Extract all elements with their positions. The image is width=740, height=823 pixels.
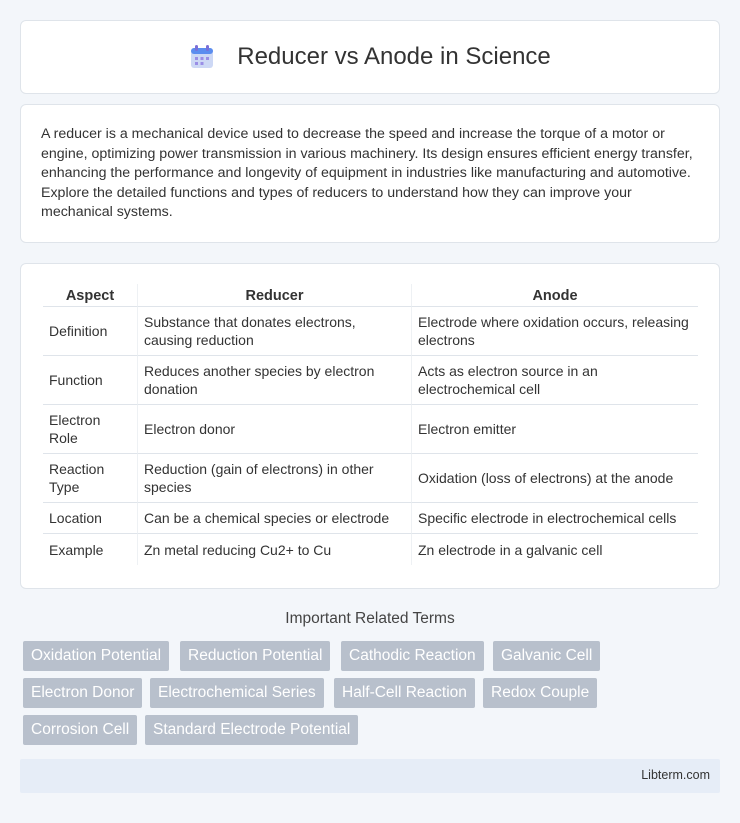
table-row	[43, 356, 698, 405]
table-row	[43, 534, 698, 565]
table-cell: Location	[43, 503, 137, 534]
footer	[20, 759, 720, 793]
tag-galvanic-cell[interactable]: Galvanic Cell	[493, 641, 600, 671]
table-row	[43, 454, 698, 503]
table-cell: Zn metal reducing Cu2+ to Cu	[137, 534, 411, 565]
table-cell: Electron donor	[137, 405, 411, 454]
table-cell: Reaction Type	[43, 454, 137, 503]
table-cell: Can be a chemical species or electrode	[137, 503, 411, 534]
tag-standard-electrode-potential[interactable]: Standard Electrode Potential	[145, 715, 358, 745]
tag-corrosion-cell[interactable]: Corrosion Cell	[23, 715, 137, 745]
table-cell: Specific electrode in electrochemical cells	[411, 503, 698, 534]
related-terms-title: Important Related Terms	[285, 610, 455, 627]
table-cell: Example	[49, 541, 104, 558]
tag-reduction-potential[interactable]: Reduction Potential	[180, 641, 330, 671]
tag-redox-couple[interactable]: Redox Couple	[483, 678, 597, 708]
intro-card	[20, 104, 720, 243]
table-cell: Reduces another species by electron donation	[137, 356, 411, 405]
table-cell: Electrode where oxidation occurs, releasing electrons	[411, 307, 698, 356]
tag-half-cell-reaction[interactable]: Half-Cell Reaction	[334, 678, 475, 708]
footer-brand[interactable]: Libterm.com	[641, 768, 710, 782]
tag-cathodic-reaction[interactable]: Cathodic Reaction	[341, 641, 484, 671]
table-cell: Electron Role	[43, 405, 137, 454]
table-header-row	[43, 284, 698, 307]
tag-oxidation-potential[interactable]: Oxidation Potential	[23, 641, 169, 671]
table-cell: Oxidation (loss of electrons) at the anode	[411, 454, 698, 503]
intro-text: A reducer is a mechanical device used to decrease the speed and increase the torque of a motor or engine, optimizing power transmission in various machinery. Its design ensures efficient energy transfer, enhancing the performance and longevity of equipment in industries like manufacturing and automotive. Explore the detailed functions and types of reducers to understand how they can improve your mechanical systems.	[41, 126, 693, 221]
table-cell: Substance that donates electrons, causing reduction	[137, 307, 411, 356]
table-cell: Zn electrode in a galvanic cell	[411, 534, 698, 565]
comparison-card	[20, 263, 720, 589]
table-cell: Acts as electron source in an electrochemical cell	[411, 356, 698, 405]
table-cell: Reduction (gain of electrons) in other species	[137, 454, 411, 503]
table-cell: Electron emitter	[411, 405, 698, 454]
tag-electrochemical-series[interactable]: Electrochemical Series	[150, 678, 324, 708]
header-anode: Anode	[411, 284, 698, 307]
table-row	[43, 307, 698, 356]
header-card	[20, 20, 720, 94]
tag-electron-donor[interactable]: Electron Donor	[23, 678, 142, 708]
table-cell: Definition	[43, 307, 137, 356]
page-title: Reducer vs Anode in Science	[237, 43, 551, 70]
calendar-icon	[189, 44, 215, 70]
table-row	[43, 405, 698, 454]
table-row	[43, 503, 698, 534]
header-reducer: Reducer	[137, 284, 411, 307]
comparison-table	[43, 284, 698, 565]
table-cell: Function	[43, 356, 137, 405]
header-aspect: Aspect	[43, 284, 137, 307]
